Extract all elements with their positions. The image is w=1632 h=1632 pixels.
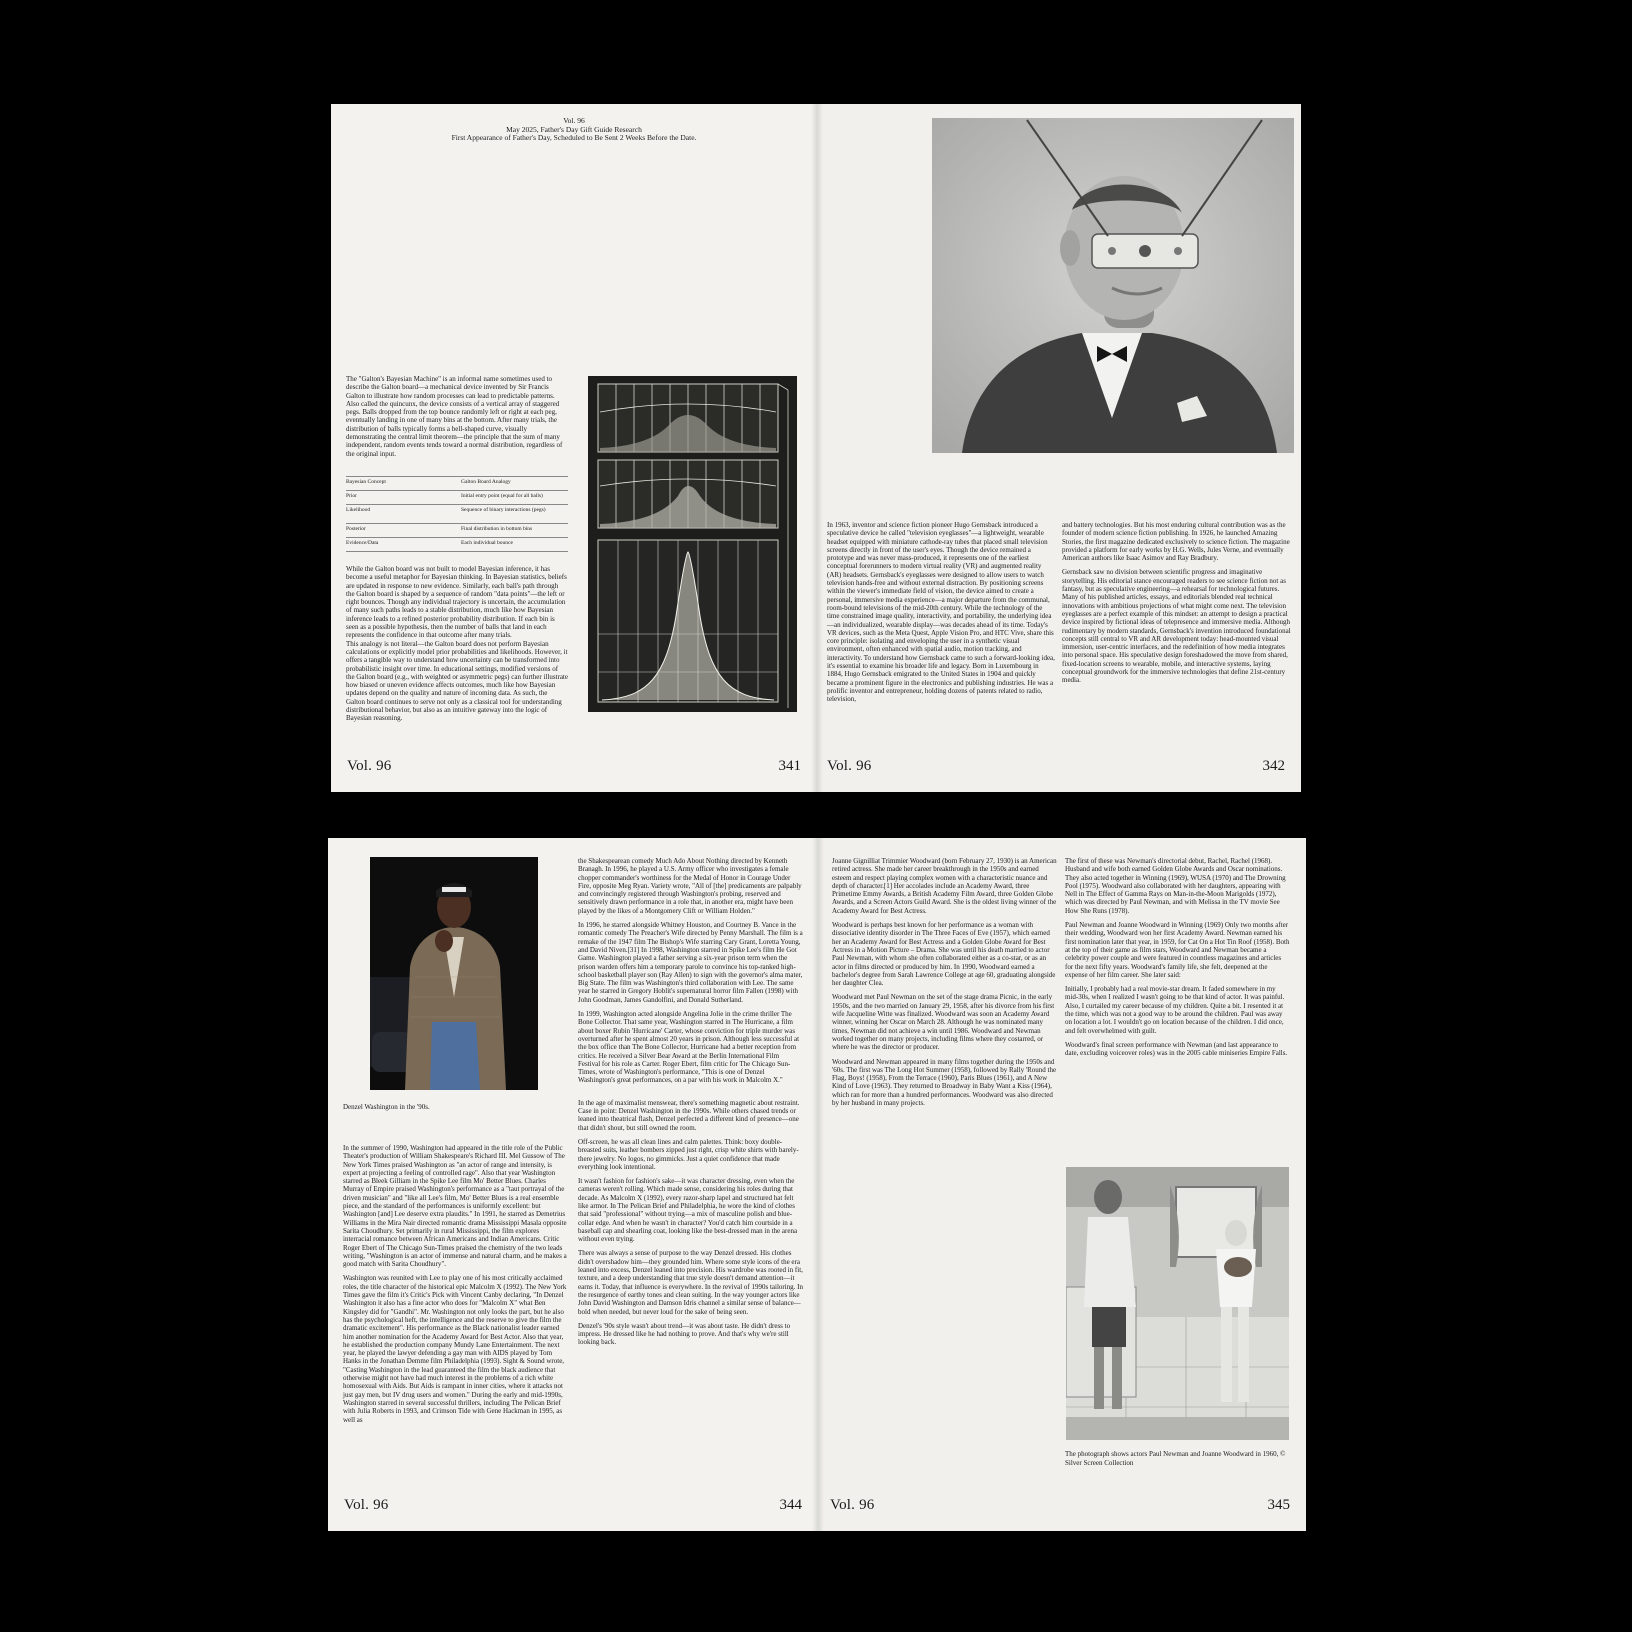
paragraph: Initially, I probably had a real movie-star dream. It faded somewhere in my mid-30s, when I realized I wasn't going to be that kind of actor. It was painful. Also, I curtailed my career because of my children. Quite a bit. I resented it at the time, which was not a good way to be around the children. Paul was away on location a lot. I wouldn't go on location because of the children. I did once, and felt overwhelmed with guilt. <box>1065 985 1285 1035</box>
header-volume: Vol. 96 <box>563 116 585 125</box>
header-date: May 2025, Father's Day Gift Guide Research <box>506 124 642 134</box>
paragraph: Woodward's final screen performance with Newman (and last appearance to date, excluding voiceover roles) was in the 2005 cable miniseries Empire Falls. <box>1065 1040 1288 1058</box>
table-cell: Final distribution in bottom bins <box>461 524 568 538</box>
washington-column-1 <box>343 1144 568 1424</box>
page-number: 344 <box>779 1497 802 1513</box>
table-cell: Likelihood <box>346 505 461 524</box>
denzel-washington-photo <box>370 857 538 1090</box>
paragraph: In 1999, Washington acted alongside Angelina Jolie in the crime thriller The Bone Collector. That same year, Washington starred in The Hurricane, a film about boxer Rubin 'Hurricane' Carter, whose conviction for triple murder was overturned after he spent almost 20 years in prison. Although less successful at the box office than The Bone Collector, Hurricane had a better reception from critics. He received a Silver Bear Award at the Berlin International Film Festival for his role as Carter. Roger Ebert, film critic for The Chicago Sun-Times, wrote of Washington's performance, "This is one of Denzel Washington's great performances, on a par with his work in Malcolm X." <box>578 1010 800 1085</box>
paragraph: This analogy is not literal—the Galton board does not perform Bayesian calculations or explicitly model prior probabilities and likelihoods. However, it offers a tangible way to understand how uncertainty can be transformed into probabilistic insight over time. In educational settings, modified versions of the Galton board (e.g., with weighted or asymmetric pegs) can further illustrate how biased or uneven evidence affects outcomes, much like how Bayesian updates depend on the quality and nature of incoming data. As such, the Galton board continues to serve not only as a classical tool for understanding distributional behavior, but also as an intuitive gateway into the logic of Bayesian reasoning. <box>346 639 568 723</box>
paragraph: Woodward is perhaps best known for her performance as a woman with dissociative identity disorder in The Three Faces of Eve (1957), which earned her an Academy Award for Best Actress and a Golden Globe Award for Best Actress in a Motion Picture – Drama. She was until his death married to actor Paul Newman, with whom she often collaborated either as a co-star, or as an actor in films directed or produced by him. In 1990, Woodward earned a bachelor's degree from Sarah Lawrence College at age 60, graduating alongside her daughter Clea. <box>832 921 1056 988</box>
folio-volume: Vol. 96 <box>827 758 872 774</box>
paragraph: the Shakespearean comedy Much Ado About Nothing directed by Kenneth Branagh. In 1996, he played a U.S. Army officer who investigates a female chopper commander's worthiness for the Medal of Honor in Courage Under Fire, opposite Meg Ryan. Variety wrote, "All of [the] predicaments are palpably and convincingly registered through Washington's probing, reserved and sensitively drawn performance in a role that, in another era, might have been played by the likes of a Montgomery Clift or William Holden." <box>578 857 802 915</box>
paragraph: The first of these was Newman's directorial debut, Rachel, Rachel (1968). Husband and wife both earned Golden Globe Awards and Oscar nominations. They also acted together in Winning (1969), WUSA (1970) and The Drowning Pool (1975). Woodward also collaborated with her daughters, appearing with Nell in The Effect of Gamma Rays on Man-in-the-Moon Marigolds (1972), which was directed by Paul Newman, and with Melissa in the TV movie See How She Runs (1978). <box>1065 857 1286 915</box>
table-row <box>346 477 568 491</box>
galton-board-image <box>588 376 797 712</box>
galton-board-illustration <box>588 376 797 712</box>
gernsback-portrait <box>932 118 1294 453</box>
gernsback-column-2 <box>1062 521 1291 685</box>
page-341 <box>331 104 817 792</box>
galton-body-text <box>346 565 568 723</box>
page-number: 342 <box>1262 758 1285 774</box>
television-eyeglasses-photo <box>932 118 1294 453</box>
paragraph: Woodward met Paul Newman on the set of the stage drama Picnic, in the early 1950s, and the two married on January 29, 1958, after his divorce from his first wife Jacqueline Witte was finalized. Woodward was soon an Academy Award winner, winning her Oscar on March 28. Although he was nominated many times, Newman did not achieve a win until 1986. Woodward and Newman worked together on many projects, including films where they costarred, or where he was the director or producer. <box>832 993 1055 1052</box>
paragraph: In the age of maximalist menswear, there's something magnetic about restraint. Case in point: Denzel Washington in the 1990s. While others chased trends or leaned into theatrical flash, Denzel perfected a different kind of presence—one that didn't shout, but still owned the room. <box>578 1098 800 1132</box>
paragraph: Off-screen, he was all clean lines and calm palettes. Think: boxy double-breasted suits, leather bombers zipped just right, crisp white shirts with barely-there jewelry. No logos, no gimmicks. Just a quiet confidence that made everything look intentional. <box>578 1137 799 1171</box>
paragraph: In 1996, he starred alongside Whitney Houston, and Courtney B. Vance in the romantic comedy The Preacher's Wife directed by Penny Marshall. The film is a remake of the 1947 film The Bishop's Wife starring Cary Grant, Loretta Young, and David Niven.[31] In 1998, Washington starred in Spike Lee's film He Got Game. Washington played a father serving a six-year prison term when the prison warden offers him a temporary parole to convince his top-ranked high-school basketball player son (Ray Allen) to sign with the governor's alma mater, Big State. The film was Washington's third collaboration with Lee. The same year he starred in Gregory Hoblit's supernatural horror film Fallen (1998) with John Goodman, James Gandolfini, and Donald Sutherland. <box>578 921 803 1004</box>
page-gutter-shadow <box>818 838 824 1531</box>
kitchen-photo <box>1066 1167 1289 1440</box>
table-row <box>346 505 568 524</box>
paragraph: Gernsback saw no division between scientific progress and imaginative storytelling. His editorial stance encouraged readers to see science fiction not as fantasy, but as speculative engineering—a rehearsal for technological futures. Many of his published articles, essays, and editorials blended real technical innovations with ambitious projections of what might come next. The television eyeglasses are a perfect example of this mindset: an attempt to design a practical device inspired by fictional ideas of telepresence and immersive media. Although rudimentary by modern standards, Gernsback's invention introduced foundational concepts still central to VR and AR development today: head-mounted visual immersion, user-centric interfaces, and the redefinition of how media integrates into personal space. His speculative design foreshadowed the move from shared, fixed-location screens to wearable, mobile, and interactive systems, laying conceptual groundwork for the immersive technologies that define 21st-century media. <box>1062 568 1291 685</box>
paragraph: Joanne Gignilliat Trimmier Woodward (born February 27, 1930) is an American retired actress. She made her career breakthrough in the 1950s and earned esteem and respect playing complex women with a characteristic nuance and depth of character.[1] Her accolades include an Academy Award, three Primetime Emmy Awards, a British Academy Film Award, three Golden Globe Awards, and a Screen Actors Guild Award. She is the oldest living winner of the Academy Award for Best Actress. <box>832 857 1057 915</box>
table-row <box>346 524 568 538</box>
paragraph: It wasn't fashion for fashion's sake—it was character dressing, even when the cameras weren't rolling. Which made sense, considering his roles during that decade. As Malcolm X (1992), every razor-sharp lapel and structured hat felt like armor. In The Pelican Brief and Philadelphia, he wore the kind of clothes that said "professional" without trying—a mix of masculine polish and blue-collar edge. And when he wasn't in character? You'd catch him courtside in a baseball cap and shearling coat, looking like the best-dressed man in the arena without even trying. <box>578 1177 798 1244</box>
page-number: 341 <box>778 758 801 774</box>
table-cell: Evidence/Data <box>346 538 461 552</box>
table-cell: Posterior <box>346 524 461 538</box>
paragraph: Washington was reunited with Lee to play one of his most critically acclaimed roles, the title character of the historical epic Malcolm X (1992). The New York Times gave the film it's Critic's Pick with Vincent Canby declaring, "In Denzel Washington it also has a fine actor who does for "Malcolm X" what Ben Kingsley did for "Gandhi". Mr. Washington not only looks the part, but he also has the psychological heft, the intelligence and the reserve to give the film the dramatic excitement". His performance as the Black nationalist leader earned him another nomination for the Academy Award for Best Actor. Also that year, he established the production company Mundy Lane Entertainment. The next year, he played the lawyer defending a gay man with AIDS played by Tom Hanks in the Jonathan Demme film Philadelphia (1993). Sight & Sound wrote, "Casting Washington in the lead guaranteed the film the black audience that otherwise might not have had much interest in the problems of a rich white homosexual with Aids. But Aids is rampant in inner cities, where it attacks not just gay men, but IV drug users and women." During the early and mid-1990s, Washington starred in several successful thrillers, including The Pelican Brief with Julia Roberts in 1993, and Crimson Tide with Gene Hackman in 1995, as well as <box>343 1274 567 1424</box>
washington-column-2 <box>578 857 803 1353</box>
page-number: 345 <box>1267 1497 1290 1513</box>
page-gutter-shadow <box>817 104 823 792</box>
newman-woodward-photo <box>1066 1167 1289 1440</box>
galton-intro-text: The "Galton's Bayesian Machine" is an informal name sometimes used to describe the Galton board—a mechanical device invented by Sir Francis Galton to illustrate how random processes can lead to predictable patterns. Also called the quincunx, the device consists of a vertical array of staggered pegs. Balls dropped from the top bounce randomly left or right at each peg, eventually landing in one of many bins at the bottom. After many trials, the distribution of balls typically forms a bell-shaped curve, visually demonstrating the central limit theorem—the principle that the sum of many independent, random events tends toward a normal distribution, regardless of the original input. <box>346 375 563 458</box>
folio-volume: Vol. 96 <box>344 1497 389 1513</box>
photo-caption: The photograph shows actors Paul Newman and Joanne Woodward in 1960, © Silver Screen Collection <box>1065 1450 1286 1467</box>
folio-volume: Vol. 96 <box>830 1497 875 1513</box>
table-cell: Bayesian Concept <box>346 477 461 491</box>
table-row <box>346 538 568 552</box>
table-cell: Initial entry point (equal for all balls) <box>461 491 568 505</box>
bayesian-analogy-table <box>346 476 568 552</box>
table-cell: Galton Board Analogy <box>461 477 568 491</box>
page-342 <box>817 104 1301 792</box>
woodward-column-1 <box>832 857 1057 1107</box>
page-344 <box>328 838 818 1531</box>
paragraph: There was always a sense of purpose to the way Denzel dressed. His clothes didn't overshadow him—they grounded him. Where some style icons of the era leaned into excess, Denzel leaned into precision. His wardrobe was rooted in fit, texture, and a deep understanding that true style doesn't demand attention—it earns it. Today, that influence is everywhere. In the revival of 1990s tailoring. In the resurgence of earthy tones and clean suiting. In the way younger actors like John David Washington and Damson Idris channel a similar sense of balance—bold when needed, but never loud for the sake of being seen. <box>578 1249 803 1316</box>
page-345 <box>818 838 1306 1531</box>
photo-caption: Denzel Washington in the '90s. <box>343 1103 430 1111</box>
paragraph: Paul Newman and Joanne Woodward in Winning (1969) Only two months after their wedding, Woodward won her first Academy Award. Newman earned his first nomination later that year, in 1959, for Cat On a Hot Tin Roof (1958). Both at the top of their game as film stars, Woodward and Newman became a celebrity power couple and were featured in countless magazines and articles for the next fifty years. Woodward's family life, she felt, deepened at the expense of her film career. She later said: <box>1065 921 1290 979</box>
paragraph: and battery technologies. But his most enduring cultural contribution was as the founder of modern science fiction publishing. In 1926, he launched Amazing Stories, the first magazine dedicated exclusively to science fiction. The magazine provided a platform for early works by H.G. Wells, Jules Verne, and eventually American authors like Isaac Asimov and Ray Bradbury. <box>1062 521 1290 563</box>
paragraph: Woodward and Newman appeared in many films together during the 1950s and '60s. The first was The Long Hot Summer (1958), followed by Rally 'Round the Flag, Boys! (1958), From the Terrace (1960), Paris Blues (1961), and A New Kind of Love (1963). They returned to Broadway in Baby Want a Kiss (1964), which ran for more than a hundred performances. Woodward was also directed by her husband in many projects. <box>832 1057 1057 1108</box>
table-row <box>346 491 568 505</box>
gernsback-column-1: In 1963, inventor and science fiction pioneer Hugo Gernsback introduced a speculative device he called "television eyeglasses"—a lightweight, wearable headset equipped with miniature cathode-ray tubes that placed small television screens directly in front of the user's eyes. Though the device remained a prototype and was never mass-produced, it represents one of the earliest conceptual forerunners to modern virtual reality (VR) and augmented reality (AR) headsets. Gernsback's eyeglasses were designed to allow users to watch television hands-free and without external distraction. By positioning screens within the viewer's immediate field of vision, the device aimed to create a personal, immersive media experience—a major departure from the communal, room-bound televisions of the mid-20th century. While the technology of the time constrained image quality, interactivity, and portability, the underlying idea—an individualized, wearable display—was decades ahead of its time. Today's VR devices, such as the Meta Quest, Apple Vision Pro, and HTC Vive, share this core principle: isolating and enveloping the user in a synthetic visual environment, often enhanced with spatial audio, motion tracking, and interactivity. To understand how Gernsback came to such a forward-looking idea, it's essential to examine his broader life and legacy. Born in Luxembourg in 1884, Hugo Gernsback emigrated to the United States in 1904 and quickly became a prominent figure in the electronics and publishing industries. He was a prolific inventor and entrepreneur, holding dozens of patents related to radio, television, <box>827 521 1055 704</box>
paragraph: In the summer of 1990, Washington had appeared in the title role of the Public Theater's production of William Shakespeare's Richard III. Mel Gussow of The New York Times praised Washington as "an actor of range and intensity, is expert at projecting a feeling of controlled rage". Also that year Washington starred as Bleek Gilliam in the Spike Lee film Mo' Better Blues. Charles Murray of Empire praised Washington's performance as a "taut portrayal of the driven musician" and "like all Lee's film, Mo' Better Blues is a real ensemble piece, and the standard of the performances is uniformly excellent: but Washington [and] Lee deserve extra plaudits." In 1991, he starred as Demetrius Williams in the Mira Nair directed romantic drama Mississippi Masala opposite Sarita Choudhury. Set primarily in rural Mississippi, the film explores interracial romance between African Americans and Indian Americans. Critic Roger Ebert of The Chicago Sun-Times praised the chemistry of the two leads writing, "Washington is an actor of immense and natural charm, and he makes a good match with Sarita Choudhury". <box>343 1144 567 1269</box>
denzel-portrait <box>370 857 538 1090</box>
paragraph: While the Galton board was not built to model Bayesian inference, it has become a useful metaphor for Bayesian thinking. In Bayesian statistics, beliefs are updated in response to new evidence. Similarly, each ball's path through the Galton board is shaped by a sequence of random "data points"—the left or right bounces. Though any individual trajectory is uncertain, the accumulation of many such paths leads to a stable distribution, much like how Bayesian inference leads to a refined posterior probability distribution. If each bin is seen as a possible hypothesis, then the number of balls that land in each represents the confidence in that outcome after many trials. <box>346 565 567 640</box>
table-cell: Each individual bounce <box>461 538 568 552</box>
folio-volume: Vol. 96 <box>347 758 392 774</box>
issue-header <box>331 117 817 143</box>
header-note: First Appearance of Father's Day, Scheduled to Be Sent 2 Weeks Before the Date. <box>451 133 697 143</box>
woodward-column-2 <box>1065 857 1290 1058</box>
paragraph: Denzel's '90s style wasn't about trend—it was about taste. He didn't dress to impress. He dressed like he had nothing to prove. And that's why we're still looking back. <box>578 1321 791 1347</box>
table-cell: Prior <box>346 491 461 505</box>
table-cell: Sequence of binary interactions (pegs) <box>461 505 568 524</box>
